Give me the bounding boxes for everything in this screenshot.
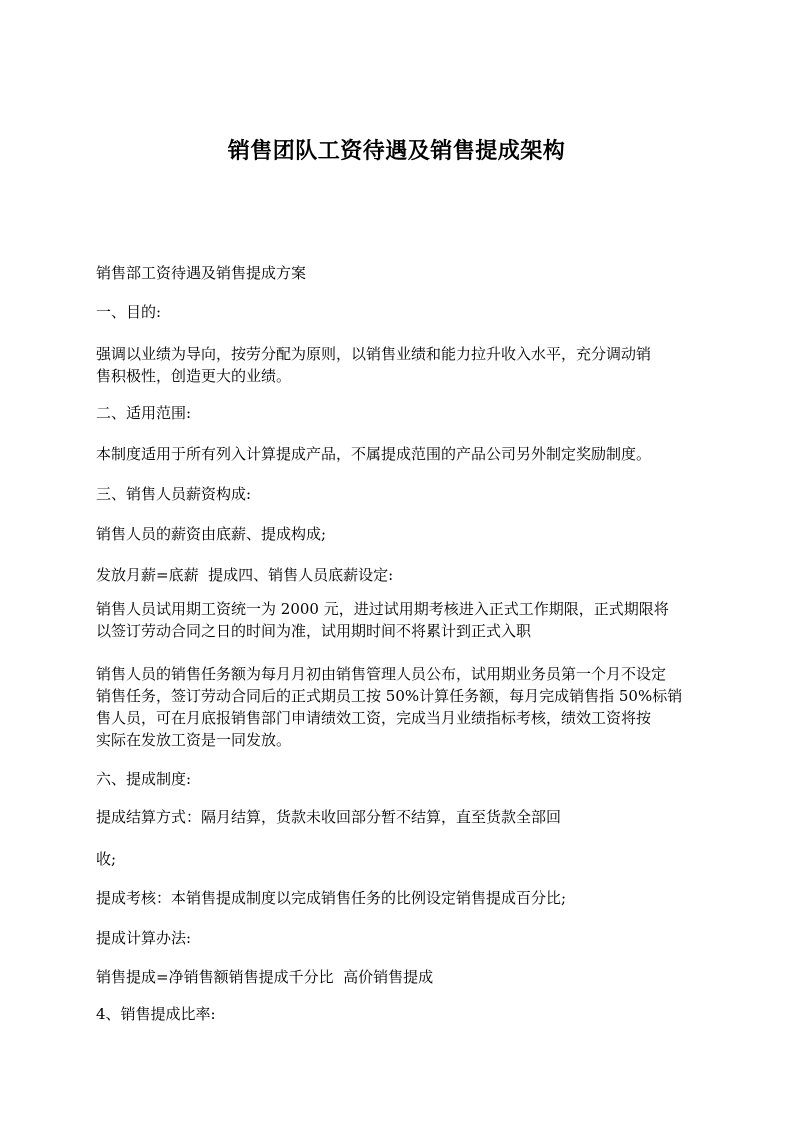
paragraph-scope: 本制度适用于所有列入计算提成产品，不属提成范围的产品公司另外制定奖励制度。 [96, 445, 652, 463]
section-heading-purpose: 一、目的: [96, 303, 162, 321]
paragraph-purpose: 强调以业绩为导向，按劳分配为原则，以销售业绩和能力拉升收入水平，充分调动销 售积极性，创造更大的业绩。 [96, 345, 652, 385]
document-title: 销售团队工资待遇及销售提成架构 [227, 139, 566, 164]
section-heading-salary-structure: 三、销售人员薪资构成: [96, 485, 252, 503]
paragraph-commission-rate: 4、销售提成比率: [96, 1005, 216, 1023]
paragraph-probation: 销售人员试用期工资统一为 2000 元，进过试用期考核进入正式工作期限，正式期限将 以签订劳动合同之日的时间为准，试用期时间不将累计到正式入职 [96, 600, 669, 640]
paragraph-settlement-cont: 收; [96, 850, 117, 868]
section-heading-scope: 二、适用范围: [96, 404, 192, 422]
paragraph-formula: 销售提成=净销售额销售提成千分比 高价销售提成 [96, 968, 434, 986]
section-heading-plan: 销售部工资待遇及销售提成方案 [96, 264, 307, 282]
paragraph-salary-structure: 销售人员的薪资由底薪、提成构成; [96, 525, 327, 543]
paragraph-monthly-pay: 发放月薪=底薪 提成四、销售人员底薪设定: [96, 566, 394, 584]
paragraph-sales-target: 销售人员的销售任务额为每月月初由销售管理人员公布，试用期业务员第一个月不设定 销售任务，签订劳动合同后的正式期员工按 50%计算任务额，每月完成销售指 50%标销 售人员，可在月底报销售部门申请绩效工资，完成当月业绩指标考核，绩效工资将按 实际在发放工资是一同发放。 [96, 665, 683, 749]
paragraph-calculation-heading: 提成计算办法: [96, 929, 192, 947]
section-heading-commission: 六、提成制度: [96, 770, 192, 788]
paragraph-assessment: 提成考核：本销售提成制度以完成销售任务的比例设定销售提成百分比; [96, 889, 567, 907]
paragraph-settlement: 提成结算方式：隔月结算，货款未收回部分暂不结算，直至货款全部回 [96, 808, 562, 826]
